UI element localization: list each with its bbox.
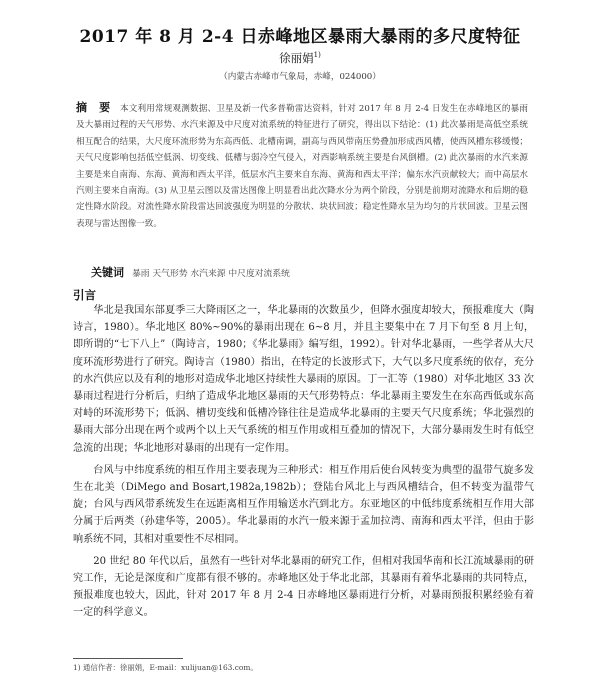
introduction-body xyxy=(73,302,534,627)
footnote: 1) 通信作者：徐丽娟，E-mail：xulijuan@163.com。 xyxy=(73,663,258,672)
section-heading-introduction: 引言 xyxy=(73,288,96,302)
paper-title: 2017 年 8 月 2-4 日赤峰地区暴雨大暴雨的多尺度特征 xyxy=(79,27,521,47)
intro-paragraph-1: 华北是我国东部夏季三大降雨区之一，华北暴雨的次数虽少，但降水强度却较大，预报难度大（陶诗言，1980）。华北地区 80%~90%的暴雨出现在 6~8 月，并且主要集中在 7 月下旬至 8 月上旬，即所谓的“七下八上”（陶诗言，1980；《华北暴雨》编写组，1992）。针对华北暴雨，一些学者从大尺度环流形势进行了研究。陶诗言（1980）指出，在特定的长波形式下，大气以多尺度系统的依存，充分的水汽供应以及有利的地形对造成华北地区持续性大暴雨的原因。丁一汇等（1980）对华北地区 33 次暴雨过程进行分析后，归纳了造成华北地区暴雨的天气形势特点：华北暴雨主要发生在东高西低或东高对峙的环流形势下；低涡、槽切变线和低槽冷锋往往是造成华北暴雨的主要天气尺度系统；华北强烈的暴雨大部分出现在两个或两个以上天气系统的相互作用或相互叠加的情况下，大部分暴雨发生时有低空急流的出现；华北地形对暴雨的出现有一定作用。 xyxy=(73,305,534,454)
abstract-label: 摘 要 xyxy=(76,101,115,114)
footnote-divider xyxy=(73,658,183,659)
keywords-label: 关键词 xyxy=(91,266,124,279)
author-affiliation: （内蒙古赤峰市气象局，赤峰，024000） xyxy=(219,72,381,82)
intro-paragraph-3: 20 世纪 80 年代以后，虽然有一些针对华北暴雨的研究工作，但相对我国华南和长江流域暴雨的研究工作，无论是深度和广度都有很不够的。赤峰地区处于华北北部，其暴雨有着华北暴雨的共同特点，预报难度也较大，因此，针对 2017 年 8 月 2-4 日赤峰地区暴雨进行分析，对暴雨预报积累经验有着一定的科学意义。 xyxy=(73,555,534,619)
keywords-line xyxy=(91,264,531,280)
keywords-terms: 暴雨 天气形势 水汽来源 中尺度对流系统 xyxy=(132,269,290,279)
abstract-block xyxy=(76,100,528,232)
intro-paragraph-2: 台风与中纬度系统的相互作用主要表现为三种形式：相互作用后使台风转变为典型的温带气旋多发生在北美（DiMego and Bosart,1982a,1982b）；登陆台风北上与西风槽结合，但不转变为温带气旋；台风与西风带系统发生在远距离相互作用输送水汽到北方。东亚地区的中低纬度系统相互作用大部分属于后两类（孙建华等，2005）。华北暴雨的水汽一般来源于孟加拉湾、南海和西太平洋，但由于影响系统不同，其相对重要性不尽相同。 xyxy=(73,464,534,545)
abstract-text: 本文利用常规观测数据、卫星及新一代多普勒雷达资料，针对 2017 年 8 月 2-4 日发生在赤峰地区的暴雨及大暴雨过程的天气形势、水汽来源及中尺度对流系统的特征进行了研究，得出以下结论：(1) 此次暴雨是高低空系统相互配合的结果，大尺度环流形势为东高西低、北槽南调，副高与西风带南压势叠加形成西风槽，使西风槽东移缓慢；天气尺度影响包括低空低涡、切变线、低槽与弱冷空气侵入，对西影响系统主要是台风倒槽。(2) 此次暴雨的水汽来源主要是来自南海、东海、黄海和西太平洋，低层水汽主要来自东海、黄海和西太平洋；偏东水汽贡献较大；而中高层水汽则主要来自南海。(3) 从卫星云图以及雷达图像上明显看出此次降水分为两个阶段，分别是前期对流降水和后期的稳定性降水阶段。对流性降水阶段雷达回波强度为明显的分散状、块状回波；稳定性降水呈为均匀的片状回波。卫星云图表现与雷达图像一致。 xyxy=(76,104,528,229)
author-name: 徐丽娟 xyxy=(279,51,314,65)
author-footnote-marker: 1) xyxy=(313,51,321,60)
author-line xyxy=(0,50,600,66)
